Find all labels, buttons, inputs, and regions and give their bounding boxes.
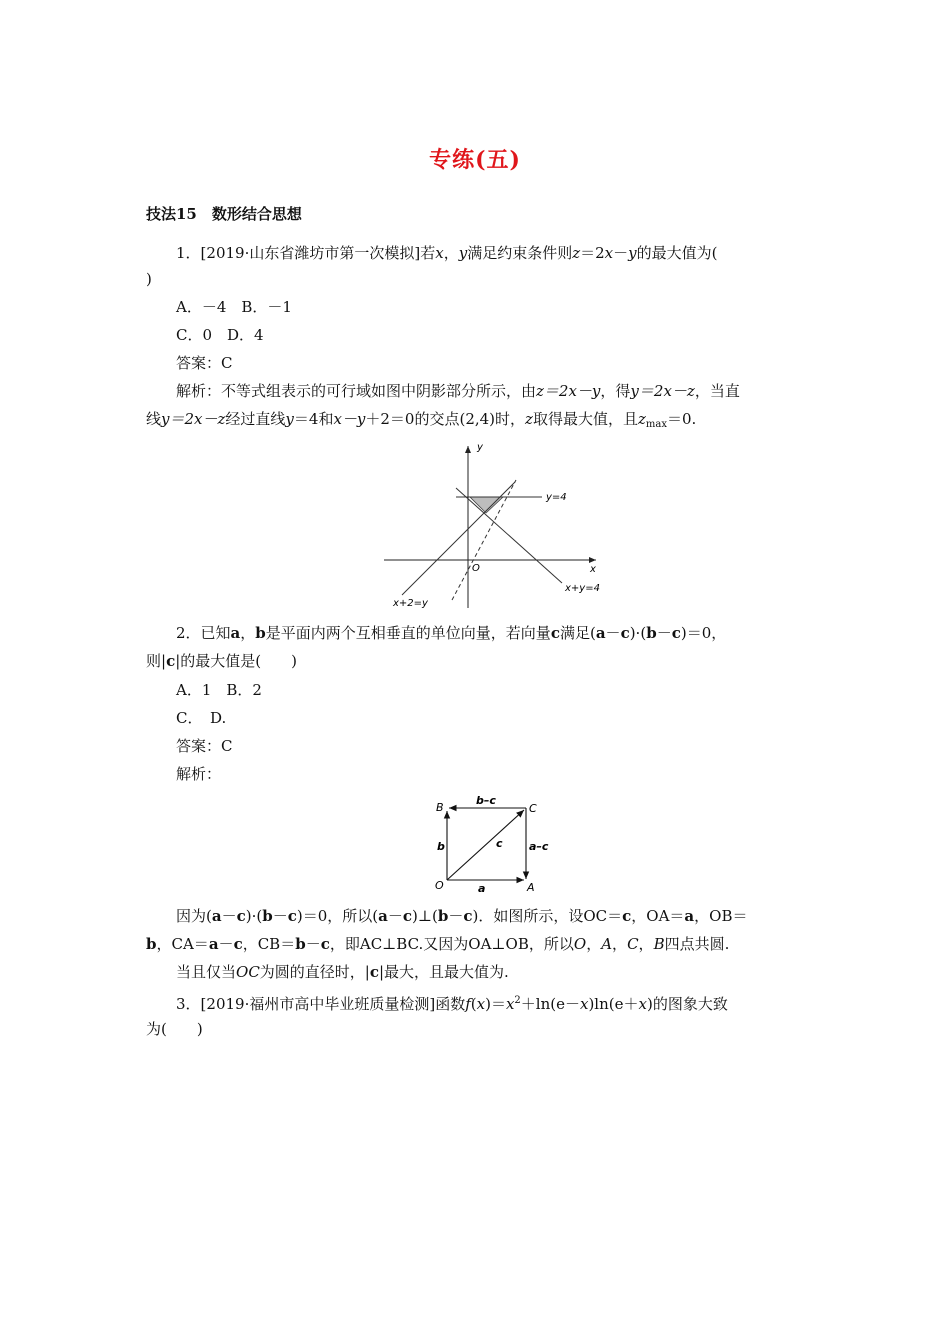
q2-vector: c [166,652,176,670]
q1-text: 经过直线 [225,410,286,428]
q1-text: 若 [420,244,436,262]
q2-text: )．如图所示，设OC＝ [472,907,623,925]
q2-vector: c [622,907,632,925]
q1-text: ＝4和 [293,410,334,428]
q2-vector: a [211,907,222,925]
q3-text: )＝ [485,995,506,1013]
q3-var: x [579,995,589,1013]
q1-var: z [572,244,581,262]
q1-number: 1． [176,244,201,262]
q2-stem-line2 [146,650,297,672]
q1-text: － [613,244,629,262]
q2-vector: b [437,907,449,925]
q2-stem-line1 [176,622,726,644]
vector-c [447,810,524,880]
q1-text: ，当直 [694,382,740,400]
section-heading: 技法15 数形结合思想 [146,205,302,223]
q2-point: C [627,935,639,953]
q1-text: 解析：不等式组表示的可行域如图中阴影部分所示，由 [176,382,537,400]
q1-expr: y [285,410,294,428]
fig1-label-y: y [477,442,483,453]
line-x-plus-2-y [402,482,515,595]
q2-vector: a [684,907,695,925]
q3-stem-line1 [176,990,728,1015]
q3-text: ＋ln(e－ [520,995,580,1013]
q1-expr: z＝2x－y [536,382,601,400]
q2-vector: b [295,935,306,953]
q2-text: ， [586,935,602,953]
q2-vector: c [671,624,681,642]
q2-vector: a [230,624,241,642]
feasible-region-figure [380,440,605,612]
q2-vector: b [255,624,266,642]
q1-expr: y＝2x－z [161,410,226,428]
vector-rectangle-figure [430,792,555,896]
q2-point: O [573,935,587,953]
q1-var: y [458,244,468,262]
q2-text: － [387,907,403,925]
fig2-label-bottom: a [478,882,486,895]
q2-text: )·( [245,907,263,925]
q1-expr: y＝2x－z [630,382,695,400]
fig2-vertex-b: B [436,801,444,814]
q2-point: A [601,935,613,953]
q2-text: － [221,907,237,925]
q2-text: )＝0， [680,624,727,642]
q2-vector: c [369,963,379,981]
q2-text: ， [638,935,654,953]
q2-text: 是平面内两个互相垂直的单位向量，若向量 [265,624,551,642]
fig2-label-left: b [437,840,445,853]
q1-text: 线 [146,410,162,428]
q3-var: f [465,995,471,1013]
q1-subscript: max [645,419,667,430]
q3-superscript: 2 [514,995,521,1006]
q2-explain-line2 [146,933,729,955]
q2-text: － [272,907,288,925]
q1-source: [2019·山东省潍坊市第一次模拟] [200,244,421,262]
q2-vector: c [233,935,243,953]
fig2-vertex-o: O [435,879,444,892]
q2-text: 四点共圆. [664,935,730,953]
q2-text: 当且仅当 [176,963,237,981]
q2-text: )＝0，所以( [296,907,379,925]
q3-var: x [638,995,647,1013]
fig1-label-x2y: x+2=y [393,598,428,609]
q2-text: 则| [146,652,167,670]
q1-text: 取得最大值，且 [532,410,638,428]
q2-text: )·( [629,624,647,642]
q1-stem-end: ) [146,270,152,288]
q2-text: － [605,624,621,642]
q1-text: ， [443,244,459,262]
q1-options-cd: C．0 D．4 [176,326,264,344]
q1-analysis-line1 [176,380,740,402]
q2-vector: b [146,935,157,953]
q1-text: 满足约束条件则 [467,244,573,262]
q2-vector: c [463,907,473,925]
q2-vector: b [646,624,657,642]
q2-text: ，OA＝ [631,907,685,925]
q2-text: － [305,935,321,953]
fig2-label-top: b–c [476,794,496,807]
q2-analysis-label: 解析： [176,765,222,783]
q3-text: )ln(e＋ [588,995,639,1013]
q2-text: 为圆的直径时，| [259,963,370,981]
q2-options-ab: A．1 B．2 [176,681,262,699]
q2-vector: c [550,624,560,642]
q2-text: － [656,624,672,642]
q2-options-cd: C． D. [176,709,227,727]
q2-segment: OC [236,963,260,981]
q2-text: ， [240,624,256,642]
q2-vector: b [262,907,273,925]
q2-text: ， [612,935,628,953]
q1-options-ab: A．－4 B．－1 [176,298,292,316]
q2-vector: a [595,624,606,642]
page-title: 专练(五) [429,147,521,173]
q2-text: |最大，且最大值为. [379,963,509,981]
q2-vector: c [236,907,246,925]
fig2-vertex-a: A [527,881,535,894]
q2-text: ，CB＝ [242,935,296,953]
q2-vector: c [620,624,630,642]
q1-expr: z [637,410,646,428]
q2-answer: 答案：C [176,737,233,755]
q2-vector: a [208,935,219,953]
q1-text: ，得 [600,382,631,400]
q2-text: |的最大值是( ) [175,652,297,670]
q2-vector: c [402,907,413,925]
q1-text: ＝2 [580,244,605,262]
q1-text: ＝0. [666,410,697,428]
fig1-label-x: x [590,564,596,575]
fig2-label-right: a–c [529,840,549,853]
q1-answer: 答案：C [176,354,233,372]
q2-text: )⊥( [412,907,438,925]
q2-vector: a [378,907,388,925]
q2-text: ，CA＝ [156,935,209,953]
q2-text: 满足( [559,624,596,642]
q3-var: x [505,995,515,1013]
q3-var: x [476,995,486,1013]
q2-point: B [653,935,665,953]
q3-text: 3．[2019·福州市高中毕业班质量检测]函数 [176,995,466,1013]
q2-text: ，OB＝ [694,907,748,925]
q2-text: 因为( [176,907,212,925]
q2-explain-line3 [176,961,509,983]
q1-text: ＋2＝0的交点(2,4)时， [365,410,526,428]
fig1-label-o: O [472,563,480,574]
q2-text: ，即AC⊥BC.又因为OA⊥OB，所以 [329,935,574,953]
q3-stem-line2: 为( ) [146,1020,203,1038]
q1-stem-line [176,242,717,264]
fig2-vertex-c: C [529,802,537,815]
q2-explain-line1 [176,905,747,927]
q1-expr: z [525,410,533,428]
q3-text: )的图象大致 [646,995,728,1013]
q2-vector: c [287,907,297,925]
q2-vector: c [320,935,330,953]
q1-expr: x－y [333,410,366,428]
q2-text: － [218,935,234,953]
q1-var: x [604,244,614,262]
q2-text: 2．已知 [176,624,231,642]
fig2-label-diag: c [496,837,503,850]
q1-var: y [628,244,637,262]
fig1-label-xy4: x+y=4 [565,583,600,594]
q1-text: 的最大值为( [636,244,718,262]
q1-analysis-line2 [146,408,696,436]
fig1-label-y4: y=4 [546,492,567,503]
q2-text: － [448,907,464,925]
q3-text: ( [470,995,477,1013]
q1-var: x [435,244,444,262]
